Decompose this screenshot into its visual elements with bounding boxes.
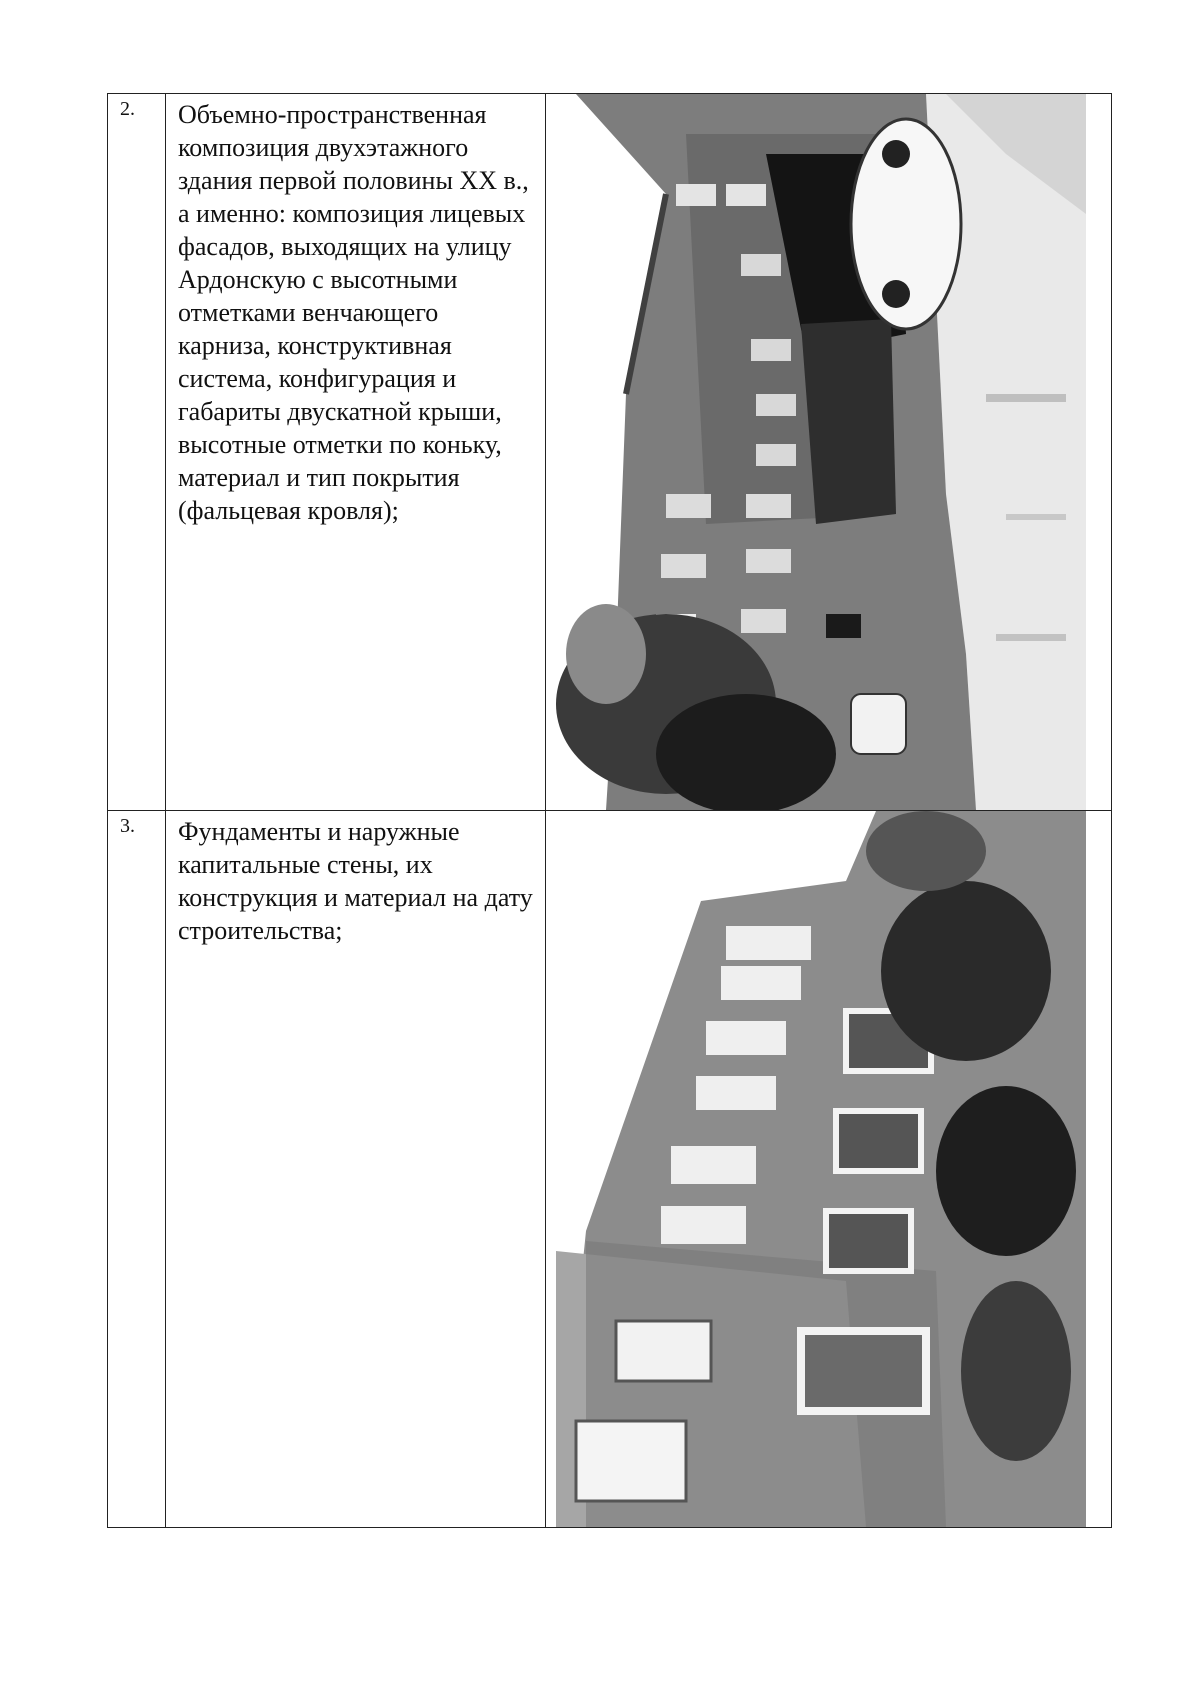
heritage-elements-table <box>107 93 1112 1528</box>
table-row <box>108 811 1112 1528</box>
wall-closeup-image <box>546 811 1086 1527</box>
building-wall-photo <box>546 811 1111 1527</box>
row-description: Фундаменты и наружные капитальные стены, их конструкция и материал на дату строительства; <box>166 811 546 1528</box>
row-photo-cell <box>546 811 1112 1528</box>
row-photo-cell <box>546 94 1112 811</box>
row-description: Объемно-пространственная композиция двухэтажного здания первой половины XX в., а именно: композиция лицевых фасадов, выходящих на улицу Ардонскую с высотными отметками венчающего карниза, конструктивная система, конфигурация и габариты двускатной крыши, высотные отметки по коньку, материал и тип покрытия (фальцевая кровля); <box>166 94 546 811</box>
row-number: 2. <box>108 94 166 811</box>
table-row <box>108 94 1112 811</box>
row-number: 3. <box>108 811 166 1528</box>
street-view-image <box>546 94 1086 810</box>
building-facade-photo <box>546 94 1111 810</box>
